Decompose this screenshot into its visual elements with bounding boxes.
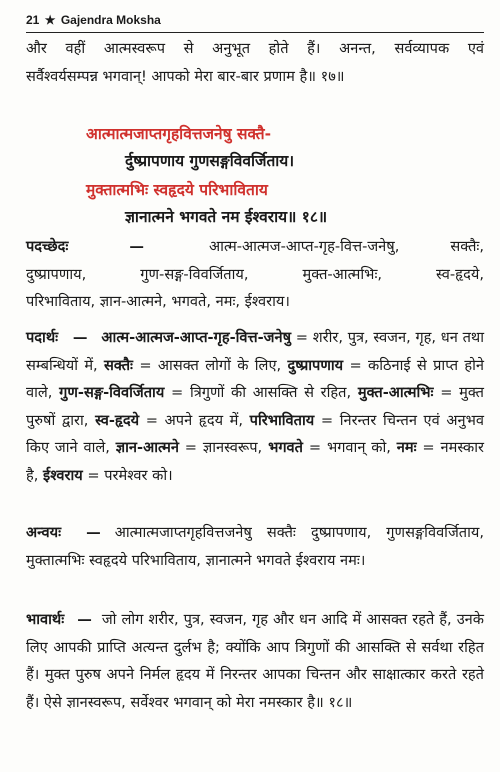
intro-line: और वहीं आत्मस्वरूप से अनुभूत होते हैं। अनन्त, सर्वव्यापक एवं bbox=[26, 40, 484, 57]
padartha-meaning: = मुक्त पुरुषों द्वारा, bbox=[26, 384, 484, 429]
anvaya-dash: — bbox=[86, 524, 101, 541]
padachheda-text: आत्म-आत्मज-आप्त-गृह-वित्त-जनेषु, सक्तैः, bbox=[209, 238, 484, 255]
page-header bbox=[26, 12, 484, 33]
star-icon: ★ bbox=[44, 12, 56, 27]
padartha-meaning: = परमेश्वर को। bbox=[82, 466, 173, 484]
padartha-term: मुक्त-आत्मभिः bbox=[357, 384, 434, 402]
padartha-meaning: = शरीर, पुत्र, स्वजन, गृह, धन तथा सम्बन्धियों में, bbox=[26, 329, 484, 374]
verse-line-1: आत्मात्मजाप्तगृहवित्तजनेषु सक्तै- bbox=[86, 125, 272, 143]
padachheda-line: परिभाविताय, ज्ञान-आत्मने, भगवते, नमः, ईश्वराय। bbox=[26, 293, 290, 311]
padartha-term: ज्ञान-आत्मने bbox=[115, 439, 179, 457]
padachheda-dash: — bbox=[129, 238, 144, 255]
padartha-meaning: = अपने हृदय में, bbox=[139, 411, 250, 429]
padartha-term: नमः bbox=[396, 439, 417, 457]
padartha-label: पदार्थः bbox=[26, 329, 59, 346]
padartha-meaning: = ज्ञानस्वरूप, bbox=[178, 439, 269, 457]
padachheda-line: दुष्प्रापणाय, गुण-सङ्ग-विवर्जिताय, मुक्त-आत्मभिः, स्व-हृदये, bbox=[26, 265, 484, 283]
padartha-term: परिभाविताय bbox=[249, 411, 315, 429]
padartha-term: भगवते bbox=[268, 439, 303, 457]
padartha-meaning: = निरन्तर चिन्तन एवं अनुभव किए जाने वाले, bbox=[26, 411, 484, 457]
padartha-meaning: = नमस्कार है, bbox=[26, 439, 484, 484]
padartha-meaning: = कठिनाई से प्राप्त होने वाले, bbox=[26, 356, 484, 402]
padartha-term: गुण-सङ्ग-विवर्जिताय bbox=[59, 384, 165, 402]
book-title: Gajendra Moksha bbox=[60, 12, 161, 27]
padachheda-section bbox=[26, 233, 484, 316]
verse-line-3: मुक्तात्मभिः स्वहृदये परिभाविताय bbox=[86, 181, 268, 199]
page-number: 21 bbox=[26, 12, 40, 27]
bhavartha-dash: — bbox=[77, 611, 92, 628]
padartha-dash: — bbox=[72, 329, 88, 346]
padartha-meaning: = त्रिगुणों की आसक्ति से रहित, bbox=[164, 384, 358, 402]
verse-line-4: ज्ञानात्मने भगवते नम ईश्वराय॥ १८॥ bbox=[125, 208, 328, 226]
padartha-term: दुष्प्रापणाय bbox=[287, 356, 344, 374]
padartha-term: स्व-हृदये bbox=[95, 411, 140, 429]
padartha-term: ईश्वराय bbox=[43, 466, 83, 484]
anvaya-section bbox=[26, 519, 484, 574]
padartha-meaning: = भगवान् को, bbox=[302, 439, 397, 457]
intro-paragraph bbox=[26, 35, 484, 90]
anvaya-label: अन्वयः bbox=[26, 524, 62, 541]
bhavartha-section bbox=[26, 606, 484, 716]
padartha-term: सक्तैः bbox=[104, 356, 134, 374]
padachheda-label: पदच्छेदः bbox=[26, 238, 69, 255]
verse-line-2: र्दुष्प्रापणाय गुणसङ्गविवर्जिताय। bbox=[125, 152, 295, 170]
padartha-term: आत्म-आत्मज-आप्त-गृह-वित्त-जनेषु bbox=[101, 329, 292, 346]
intro-line: सर्वैश्वर्यसम्पन्न भगवान्! आपको मेरा बार-बार प्रणाम है॥ १७॥ bbox=[26, 67, 345, 85]
padachheda-first-line bbox=[26, 233, 484, 261]
padartha-meaning: = आसक्त लोगों के लिए, bbox=[133, 356, 288, 374]
bhavartha-label: भावार्थः bbox=[26, 611, 65, 628]
anvaya-text: आत्मात्मजाप्तगृहवित्तजनेषु सक्तैः दुष्प्रापणाय, गुणसङ्गविवर्जिताय, मुक्तात्मभिः स्वहृदये परिभाविताय, ज्ञानात्मने भगवते ईश्वराय नमः। bbox=[26, 524, 484, 569]
bhavartha-text: जो लोग शरीर, पुत्र, स्वजन, गृह और धन आदि में आसक्त रहते हैं, उनके लिए आपकी प्राप्ति अत्यन्त दुर्लभ है; क्योंकि आप त्रिगुणों की आसक्ति से सर्वथा रहित हैं। मुक्त पुरुष अपने निर्मल हृदय में निरन्तर आपका चिन्तन और साक्षात्कार करते रहते हैं। ऐसे ज्ञानस्वरूप, सर्वेश्वर भगवान् को मेरा नमस्कार है॥ १८॥ bbox=[26, 611, 484, 711]
padartha-section bbox=[26, 324, 484, 490]
